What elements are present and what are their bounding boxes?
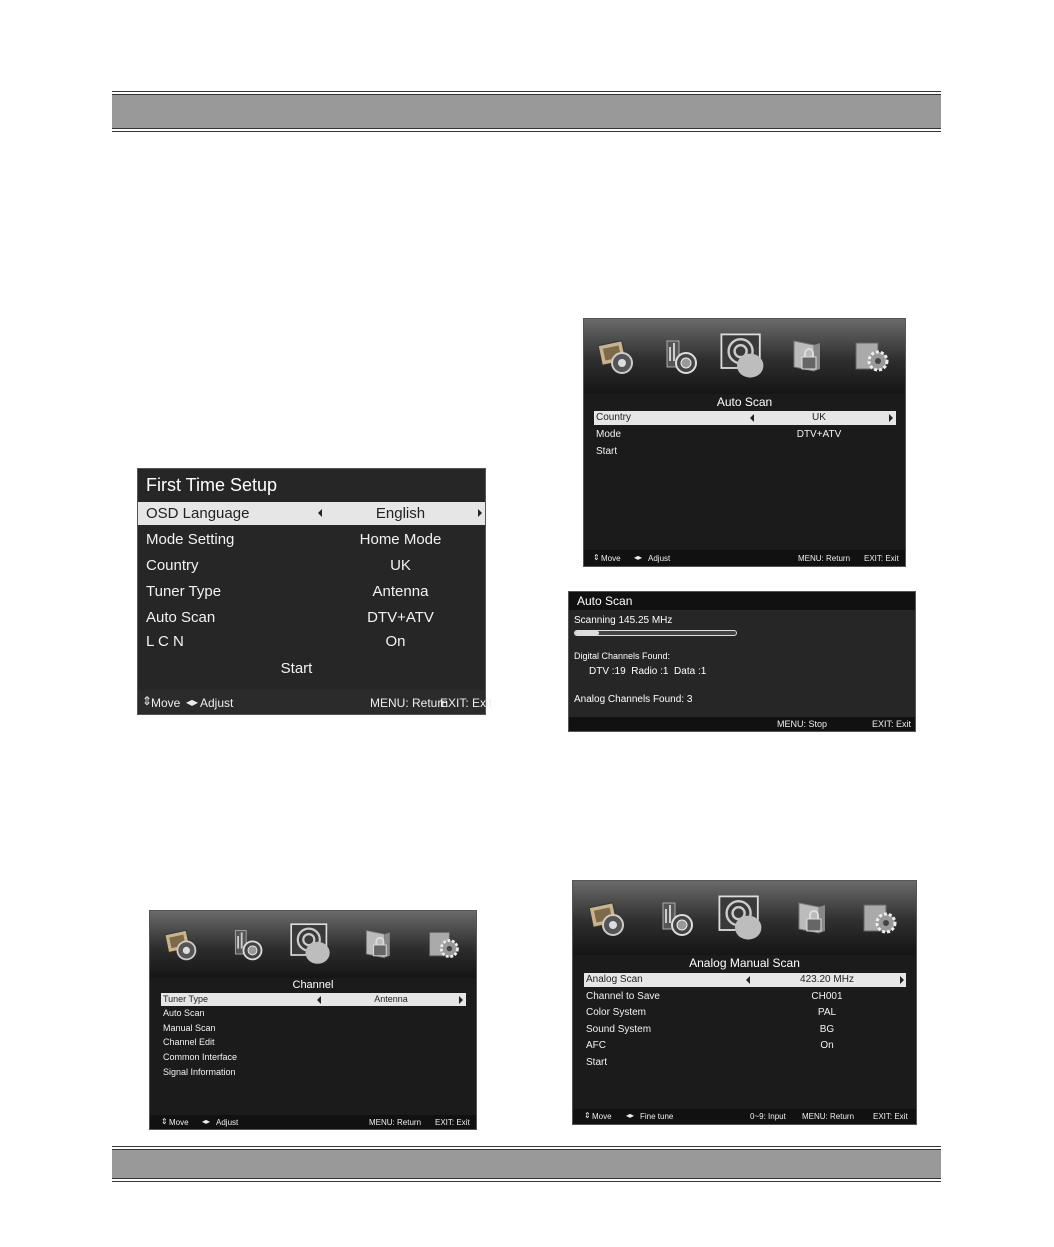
adjust-icon: ◂▸ [202, 1117, 211, 1126]
move-icon: ⇕ [142, 694, 153, 708]
adjust-right-icon[interactable] [889, 414, 893, 422]
picture-icon[interactable] [163, 927, 199, 963]
analog-channels-found: Analog Channels Found: 3 [574, 694, 693, 705]
footer-menu-return: MENU: Return [798, 554, 851, 563]
analog-manual-scan-footer [573, 1109, 916, 1124]
color-system-row[interactable] [584, 1006, 906, 1020]
osd-language-value: English [375, 505, 426, 522]
first-time-setup-screen [137, 468, 493, 715]
channel-icon[interactable] [289, 922, 333, 966]
adjust-left-icon[interactable] [318, 509, 322, 517]
tuner-type-value: Antenna [372, 583, 429, 600]
auto-scan-progress-header [569, 592, 915, 610]
auto-scan-progress-title: Auto Scan [577, 594, 633, 608]
footer-adjust: Adjust [648, 554, 671, 563]
tuner-type-label: Tuner Type [163, 994, 209, 1004]
adjust-right-icon[interactable] [478, 509, 482, 517]
start-label: Start [596, 446, 618, 457]
channel-icon[interactable] [717, 894, 765, 942]
country-row[interactable] [138, 555, 485, 577]
lcn-row[interactable] [138, 631, 485, 653]
setup-icon[interactable] [852, 337, 892, 377]
auto-scan-menu-title: Auto Scan [716, 395, 773, 409]
move-icon: ⇕ [161, 1117, 168, 1126]
auto-scan-menu-footer [584, 550, 905, 566]
menu-icon-bar [150, 911, 476, 978]
first-time-setup-title: First Time Setup [146, 475, 278, 495]
adjust-right-icon[interactable] [459, 996, 463, 1004]
country-value: UK [812, 412, 826, 423]
picture-icon[interactable] [587, 899, 627, 939]
footer-move: Move [592, 1112, 612, 1121]
channel-edit-item[interactable]: Channel Edit [163, 1037, 215, 1047]
setup-icon[interactable] [426, 927, 462, 963]
manual-scan-item[interactable]: Manual Scan [163, 1023, 216, 1033]
osd-language-label: OSD Language [146, 505, 250, 522]
mode-value: DTV+ATV [796, 429, 842, 440]
first-time-setup-footer [138, 690, 493, 714]
afc-value: On [820, 1040, 834, 1051]
channel-icon[interactable] [719, 332, 767, 380]
sound-system-label: Sound System [586, 1024, 652, 1035]
footer-exit: EXIT: Exit [435, 1118, 470, 1127]
scan-progress-bar [574, 630, 737, 636]
lock-icon[interactable] [788, 337, 828, 377]
auto-scan-menu-screen [583, 318, 906, 567]
start-row[interactable] [584, 1056, 906, 1070]
mode-setting-label: Mode Setting [146, 531, 235, 548]
lock-icon[interactable] [361, 927, 397, 963]
page-footer-band [112, 1149, 941, 1179]
color-system-label: Color System [586, 1007, 647, 1018]
auto-scan-progress-screen [568, 591, 916, 732]
country-label: Country [146, 557, 199, 574]
footer-fine-tune: Fine tune [640, 1112, 674, 1121]
move-icon: ⇕ [584, 1111, 591, 1120]
auto-scan-row[interactable] [138, 607, 485, 629]
footer-exit: EXIT: Exit [864, 554, 899, 563]
mode-label: Mode [596, 429, 622, 440]
adjust-icon: ◂▸ [634, 553, 643, 562]
sound-icon[interactable] [661, 337, 701, 377]
auto-scan-item[interactable]: Auto Scan [163, 1008, 205, 1018]
tuner-type-row[interactable] [161, 993, 466, 1006]
picture-icon[interactable] [596, 337, 636, 377]
sound-icon[interactable] [657, 899, 697, 939]
digital-channels-label: Digital Channels Found: [574, 651, 671, 661]
footer-move: Move [601, 554, 621, 563]
osd-language-row[interactable] [138, 502, 485, 525]
signal-information-item[interactable]: Signal Information [163, 1067, 236, 1077]
scanning-frequency: Scanning 145.25 MHz [574, 615, 673, 626]
footer-adjust: Adjust [216, 1118, 239, 1127]
channel-menu-footer [150, 1115, 476, 1129]
footer-move: Move [151, 696, 181, 710]
mode-setting-value: Home Mode [359, 531, 442, 548]
afc-row[interactable] [584, 1039, 906, 1053]
channel-menu-title: Channel [292, 979, 334, 991]
fine-tune-icon: ◂▸ [626, 1111, 635, 1120]
sound-system-value: BG [819, 1024, 835, 1035]
footer-exit: EXIT: Exit [440, 696, 493, 710]
auto-scan-label: Auto Scan [146, 609, 216, 626]
footer-menu-stop: MENU: Stop [777, 719, 828, 729]
analog-manual-scan-title: Analog Manual Scan [689, 956, 800, 970]
footer-menu-return: MENU: Return [370, 696, 449, 710]
start-button[interactable]: Start [280, 660, 313, 677]
adjust-left-icon[interactable] [317, 996, 321, 1004]
mode-row[interactable] [594, 428, 896, 442]
adjust-icon: ◂▸ [186, 695, 199, 709]
page-header-band [112, 94, 941, 129]
tuner-type-value: Antenna [374, 994, 408, 1004]
country-label: Country [596, 412, 632, 423]
setup-icon[interactable] [860, 899, 900, 939]
analog-manual-scan-screen [572, 880, 917, 1125]
footer-move: Move [169, 1118, 189, 1127]
scan-progress-fill [575, 631, 599, 635]
country-value: UK [390, 557, 411, 574]
adjust-left-icon[interactable] [750, 414, 754, 422]
afc-label: AFC [586, 1040, 606, 1051]
footer-menu-return: MENU: Return [802, 1112, 855, 1121]
auto-scan-progress-footer [569, 717, 915, 731]
footer-exit: EXIT: Exit [873, 1112, 908, 1121]
color-system-value: PAL [817, 1007, 837, 1018]
analog-scan-row[interactable] [584, 973, 906, 987]
lock-icon[interactable] [793, 899, 833, 939]
lcn-value: On [385, 633, 406, 650]
move-icon: ⇕ [593, 553, 600, 562]
sound-icon[interactable] [230, 927, 266, 963]
analog-scan-label: Analog Scan [586, 974, 643, 985]
auto-scan-value: DTV+ATV [367, 609, 434, 626]
digital-channel-counts: DTV :19 Radio :1 Data :1 [589, 666, 707, 677]
footer-exit: EXIT: Exit [872, 719, 912, 729]
channel-menu-screen [149, 910, 477, 1130]
channel-to-save-label: Channel to Save [586, 991, 660, 1002]
channel-to-save-row[interactable] [584, 990, 906, 1004]
adjust-left-icon[interactable] [746, 976, 750, 984]
adjust-right-icon[interactable] [900, 976, 904, 984]
country-row[interactable] [594, 411, 896, 425]
analog-scan-value: 423.20 MHz [800, 974, 854, 985]
footer-input: 0~9: Input [750, 1112, 786, 1121]
start-row[interactable] [594, 445, 896, 459]
footer-adjust: Adjust [200, 696, 234, 710]
menu-icon-bar [584, 319, 905, 394]
common-interface-item[interactable]: Common Interface [163, 1052, 238, 1062]
menu-icon-bar [573, 881, 916, 955]
lcn-label: L C N [146, 633, 184, 650]
channel-to-save-value: CH001 [811, 991, 843, 1002]
tuner-type-row[interactable] [138, 581, 485, 603]
tuner-type-label: Tuner Type [146, 583, 222, 600]
start-label: Start [586, 1057, 608, 1068]
footer-menu-return: MENU: Return [369, 1118, 422, 1127]
mode-setting-row[interactable] [138, 529, 485, 551]
sound-system-row[interactable] [584, 1023, 906, 1037]
